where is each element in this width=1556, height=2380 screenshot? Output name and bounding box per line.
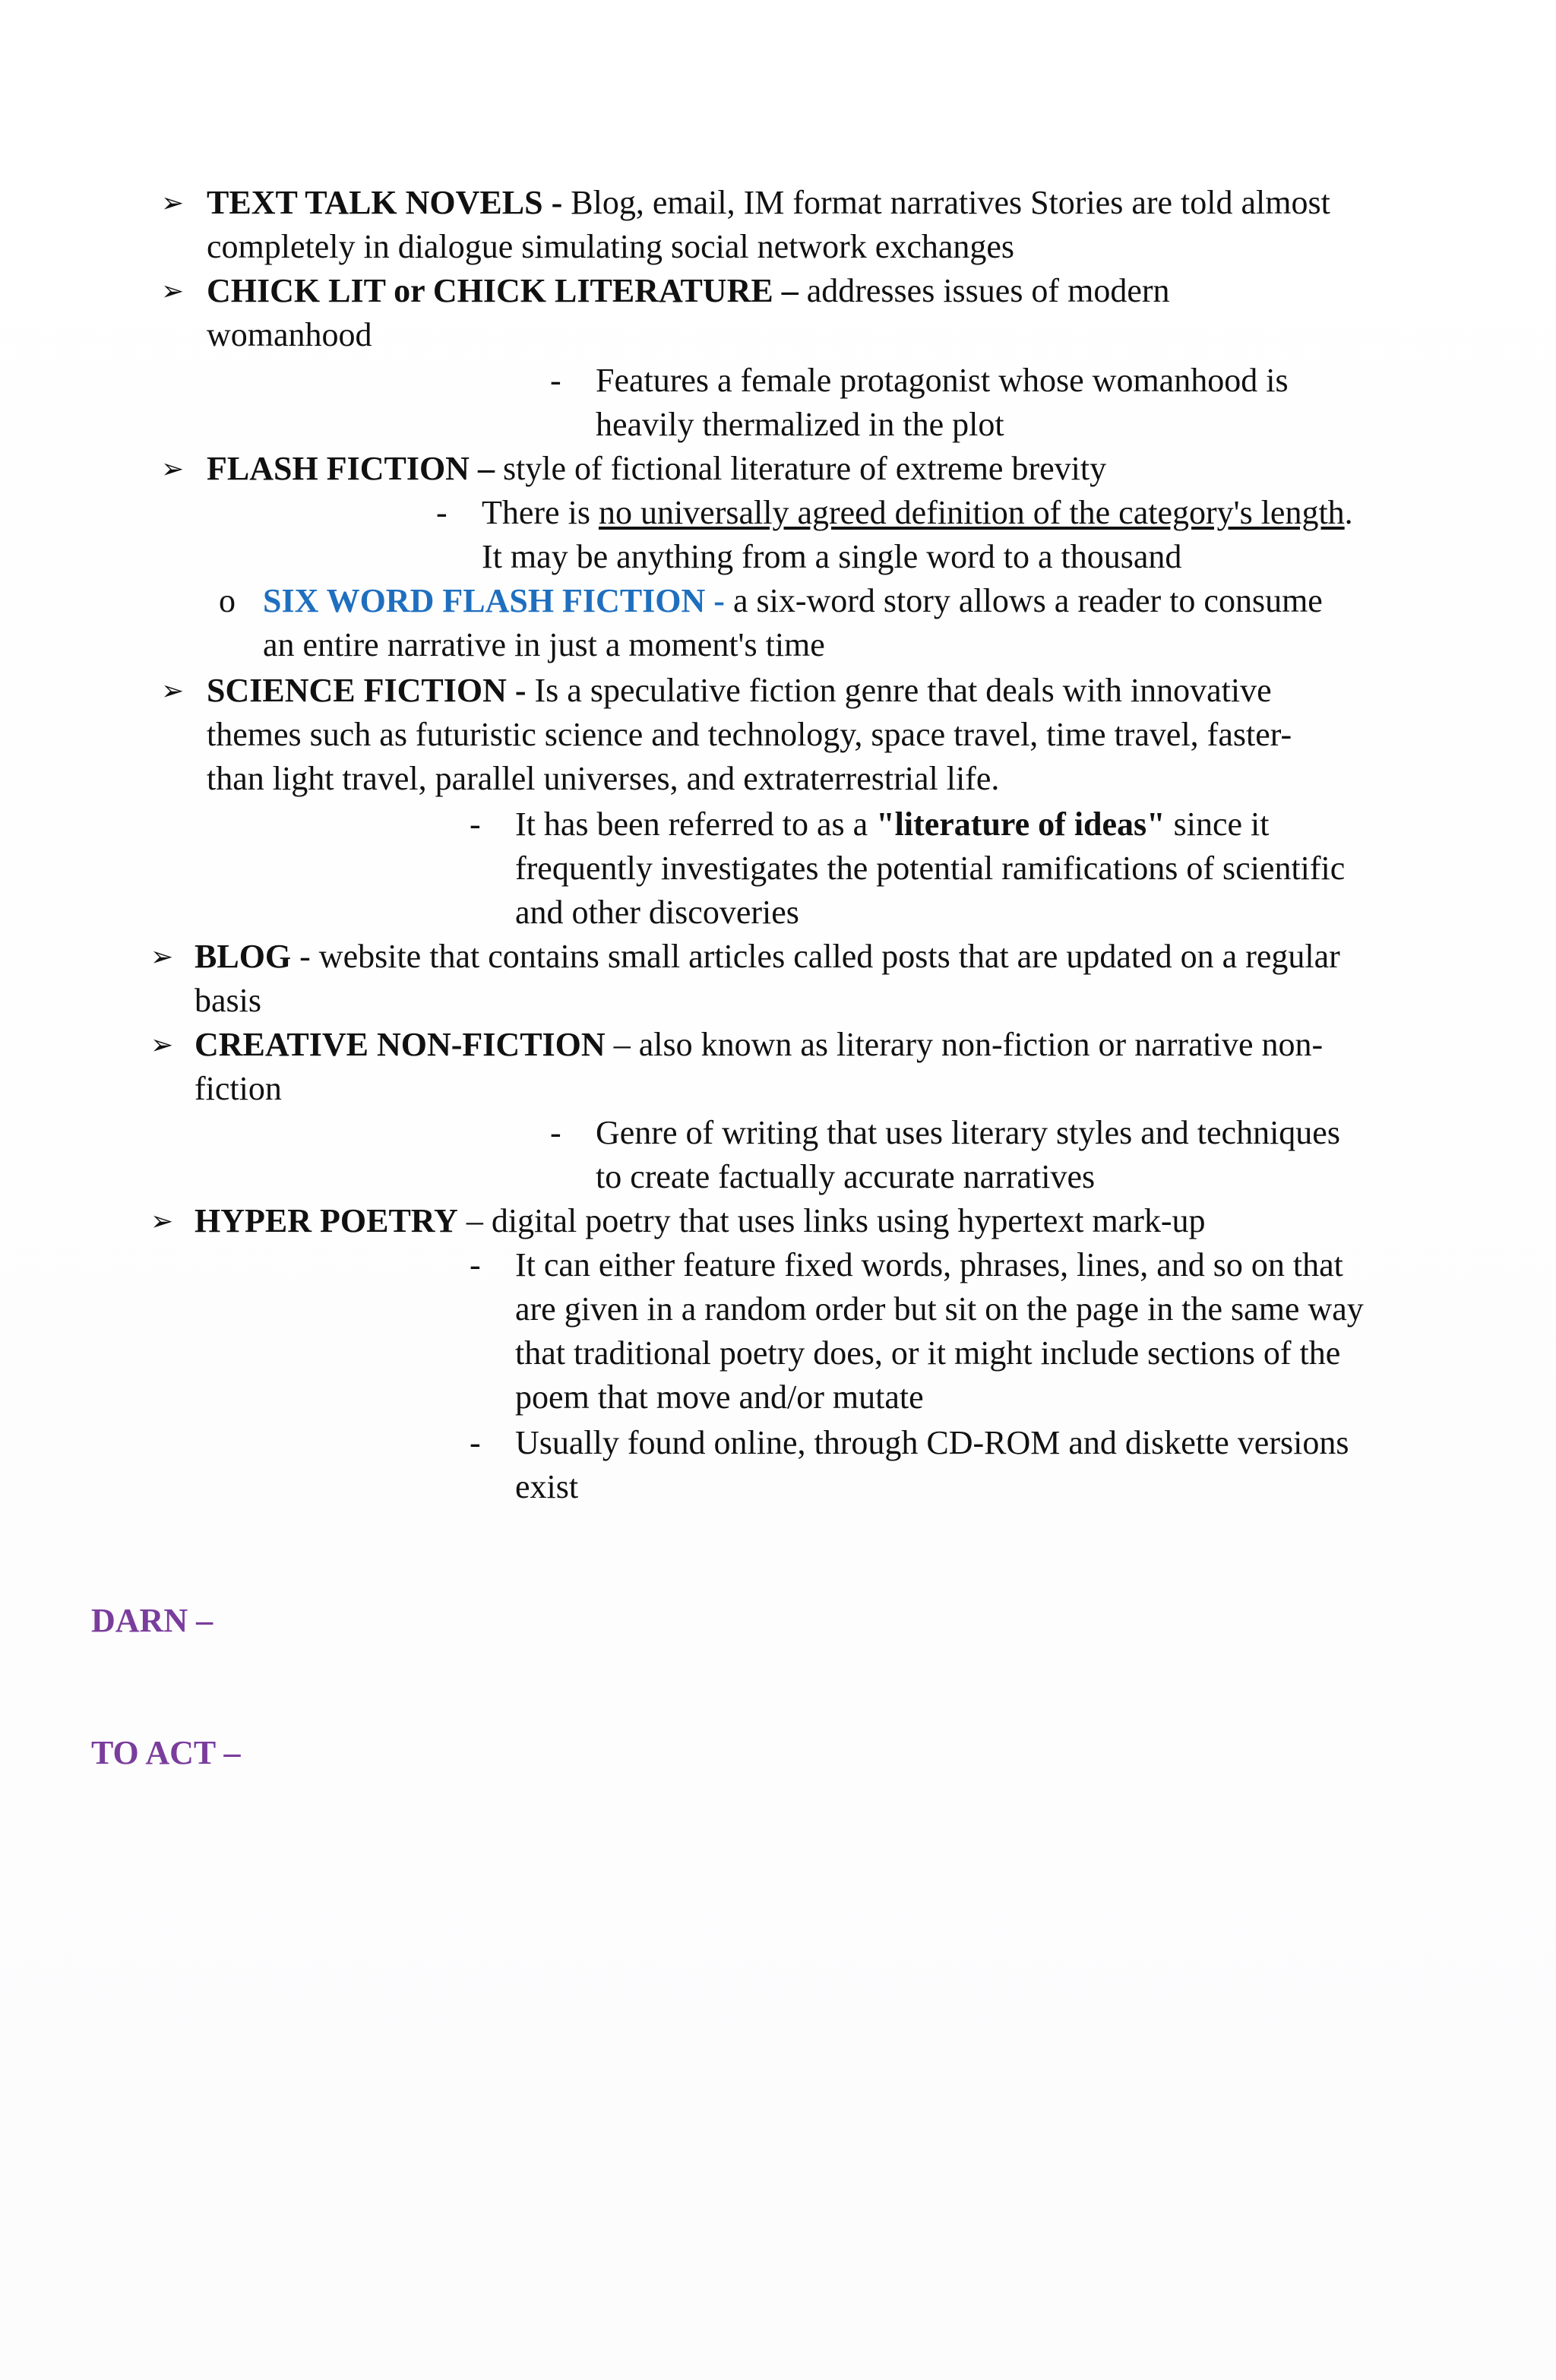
creative-nonfiction-sub-line1: Genre of writing that uses literary styles and techniques (596, 1114, 1340, 1151)
science-fiction-sub-line2: frequently investigates the potential ramifications of scientific (515, 850, 1346, 887)
definition-text: Is a speculative fiction genre that deals with innovative (526, 672, 1272, 709)
definition-text: a six-word story allows a reader to consume (724, 582, 1323, 619)
arrow-bullet-icon: ➢ (150, 1206, 174, 1236)
term-creative-nonfiction: CREATIVE NON-FICTION (194, 1026, 606, 1063)
dash-bullet: - (550, 1114, 561, 1151)
sub-text: . (1344, 494, 1353, 531)
definition-text: style of fictional literature of extreme brevity (494, 450, 1107, 487)
science-fiction-sub-line3: and other discoveries (515, 894, 799, 931)
chick-lit-sub-line1: Features a female protagonist whose womanhood is (596, 362, 1289, 399)
quoted-phrase: "literature of ideas" (876, 805, 1165, 843)
entry-creative-nonfiction-line2: fiction (194, 1070, 282, 1107)
entry-science-fiction-line2: themes such as futuristic science and technology, space travel, time travel, faster- (207, 716, 1292, 753)
hyper-poetry-sub1-line1: It can either feature fixed words, phrases, lines, and so on that (515, 1246, 1343, 1283)
entry-blog-line1 (194, 935, 1340, 979)
hyper-poetry-sub1-line4: poem that move and/or mutate (515, 1378, 924, 1416)
term-chick-lit: CHICK LIT or CHICK LITERATURE – (207, 272, 799, 309)
dash-bullet: - (470, 805, 481, 843)
dash-bullet: - (436, 494, 448, 531)
hyper-poetry-sub1-line2: are given in a random order but sit on the page in the same way (515, 1290, 1364, 1328)
entry-chick-lit-line1 (207, 269, 1170, 313)
entry-blog-line2: basis (194, 982, 261, 1019)
hyper-poetry-sub2-line2: exist (515, 1468, 579, 1505)
arrow-bullet-icon: ➢ (150, 1030, 174, 1060)
creative-nonfiction-sub-line2: to create factually accurate narratives (596, 1158, 1096, 1195)
sub-text: It has been referred to as a (515, 805, 877, 843)
term-flash-fiction: FLASH FICTION – (207, 450, 495, 487)
definition-text: – also known as literary non-fiction or narrative non- (605, 1026, 1324, 1063)
entry-science-fiction-line3: than light travel, parallel universes, and extraterrestrial life. (207, 760, 1000, 797)
definition-text: Blog, email, IM format narratives Stories are told almost (562, 184, 1330, 221)
arrow-bullet-icon: ➢ (161, 188, 185, 218)
arrow-bullet-icon: ➢ (150, 942, 174, 972)
hyper-poetry-sub1-line3: that traditional poetry does, or it might include sections of the (515, 1334, 1341, 1372)
flash-fiction-sub-line1 (482, 491, 1353, 535)
dash-bullet: - (470, 1424, 481, 1461)
label-to-act: TO ACT – (91, 1734, 241, 1771)
chick-lit-sub-line2: heavily thermalized in the plot (596, 406, 1004, 443)
hyper-poetry-sub2-line1: Usually found online, through CD-ROM and diskette versions (515, 1424, 1349, 1461)
term-text-talk: TEXT TALK NOVELS - (207, 184, 563, 221)
term-blog: BLOG (194, 938, 292, 975)
definition-text: addresses issues of modern (798, 272, 1170, 309)
label-darn: DARN – (91, 1602, 213, 1639)
dash-bullet: - (550, 362, 561, 399)
circle-bullet-icon: o (219, 582, 236, 619)
sub-text: There is (482, 494, 599, 531)
entry-text-talk-line1 (207, 181, 1330, 225)
arrow-bullet-icon: ➢ (161, 276, 185, 306)
entry-science-fiction-line1 (207, 669, 1272, 713)
arrow-bullet-icon: ➢ (161, 454, 185, 484)
entry-chick-lit-line2: womanhood (207, 316, 372, 353)
term-six-word: SIX WORD FLASH FICTION - (263, 582, 725, 619)
definition-text: - website that contains small articles called posts that are updated on a regular (291, 938, 1340, 975)
arrow-bullet-icon: ➢ (161, 676, 185, 706)
entry-flash-fiction-line1 (207, 447, 1106, 491)
entry-six-word-line1 (263, 579, 1323, 623)
term-science-fiction: SCIENCE FICTION - (207, 672, 527, 709)
flash-fiction-sub-line2: It may be anything from a single word to a thousand (482, 538, 1182, 575)
entry-creative-nonfiction-line1 (194, 1023, 1323, 1067)
term-hyper-poetry: HYPER POETRY (194, 1202, 458, 1239)
definition-text: – digital poetry that uses links using hypertext mark-up (457, 1202, 1206, 1239)
entry-six-word-line2: an entire narrative in just a moment's time (263, 626, 825, 663)
entry-hyper-poetry-line1 (194, 1199, 1206, 1243)
science-fiction-sub-line1 (515, 802, 1269, 847)
sub-text: since it (1165, 805, 1270, 843)
dash-bullet: - (470, 1246, 481, 1283)
entry-text-talk-line2: completely in dialogue simulating social network exchanges (207, 228, 1015, 265)
underlined-phrase: no universally agreed definition of the category's length (598, 494, 1345, 531)
